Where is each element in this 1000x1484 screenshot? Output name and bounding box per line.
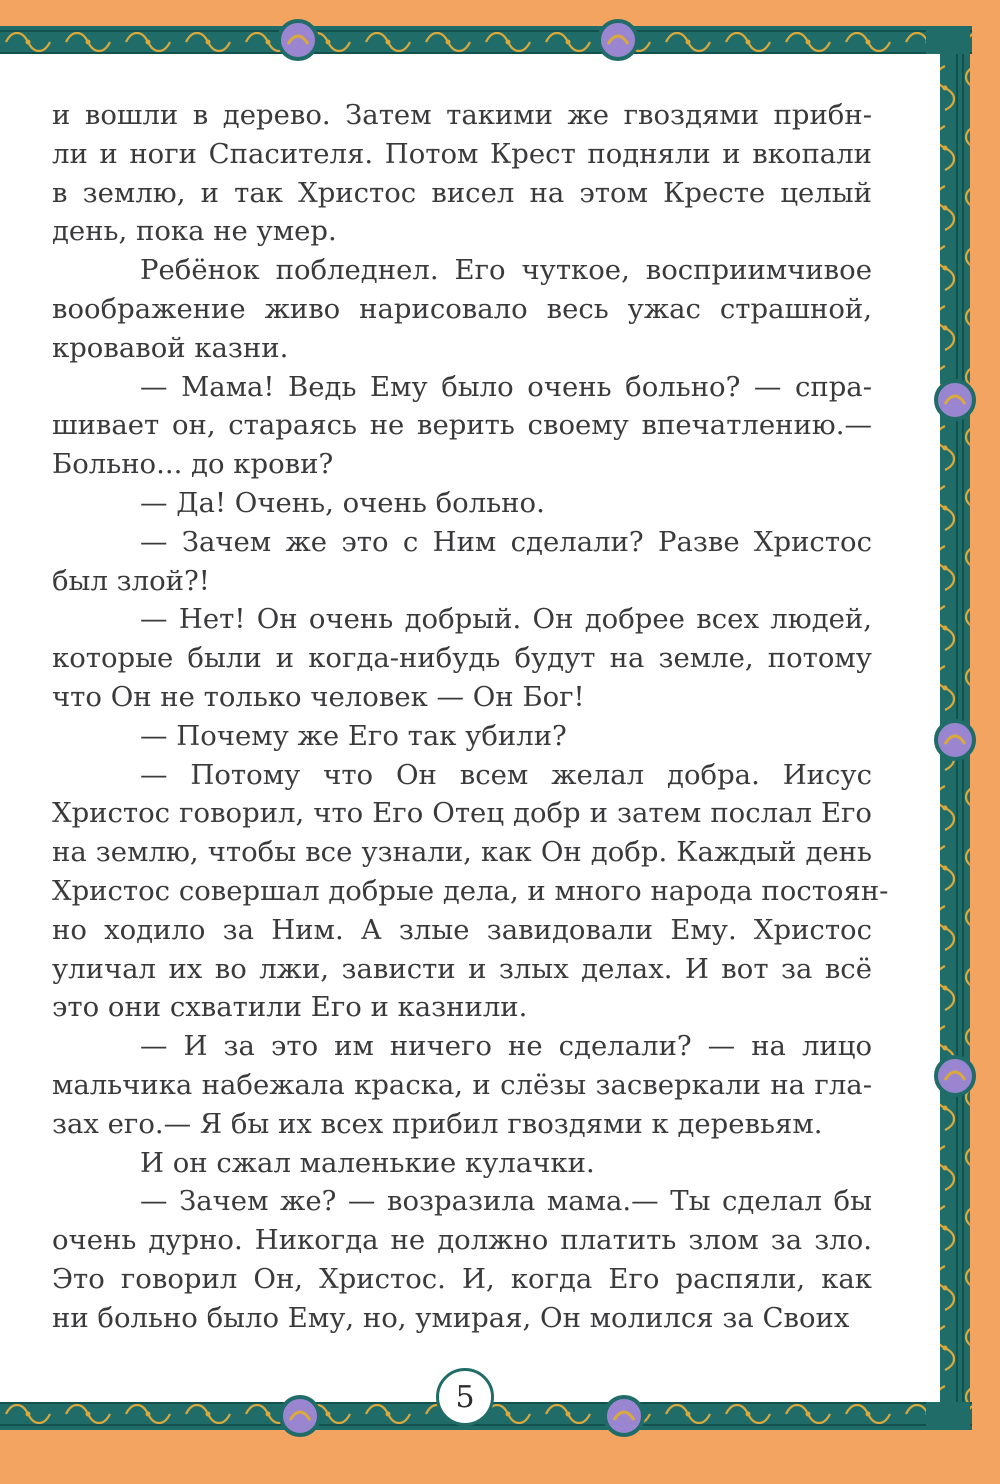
text-line: — Зачем же это с Ним сделали? Разве Христос (140, 525, 872, 558)
text-line: — Зачем же? — возразила мама.— Ты сделал бы (140, 1185, 872, 1218)
medallion-right-2 (936, 721, 974, 759)
paragraph (52, 1144, 872, 1183)
paragraph (52, 96, 872, 251)
text-line: очень дурно. Никогда не должно платить злом за зло. (52, 1224, 872, 1257)
text-line: Христос говорил, что Его Отец добр и затем послал Его (52, 797, 872, 830)
medallion-right-1 (936, 381, 974, 419)
medallion-top-1 (279, 21, 317, 59)
medallion-top-2 (599, 21, 637, 59)
text-line: но ходило за Ним. А злые завидовали Ему. Христос (52, 913, 872, 946)
paragraph (52, 756, 889, 1028)
story-text (52, 96, 889, 1338)
text-line: которые были и когда-нибудь будут на земле, потому (52, 642, 872, 675)
paragraph (52, 251, 872, 367)
text-line: кровавой казни. (52, 331, 289, 364)
text-line: уличал их во лжи, зависти и злых делах. И вот за всё (52, 952, 872, 985)
text-line: день, пока не умер. (52, 215, 337, 248)
top-border-band (0, 26, 972, 54)
text-line: Христос совершал добрые дела, и много народа постоян- (52, 874, 889, 907)
paragraph (52, 484, 872, 523)
text-line: Больно... до крови? (52, 448, 334, 481)
text-line: — Нет! Он очень добрый. Он добрее всех людей, (140, 603, 872, 636)
medallion-right-3 (936, 1057, 974, 1095)
text-line: зах его.— Я бы их всех прибил гвоздями к деревьям. (52, 1107, 823, 1140)
text-line: это они схватили Его и казнили. (52, 991, 528, 1024)
text-line: был злой?! (52, 564, 210, 597)
text-line: И он сжал маленькие кулачки. (140, 1146, 595, 1179)
page-number: 5 (436, 1368, 494, 1426)
text-line: ни больно было Ему, но, умирая, Он молился за Своих (52, 1301, 850, 1334)
text-line: воображение живо нарисовало весь ужас страшной, (52, 292, 872, 325)
text-line: — Почему же Его так убили? (140, 719, 567, 752)
text-line: шивает он, стараясь не верить своему впечатлению.— (52, 409, 872, 442)
paragraph (52, 1182, 872, 1337)
text-line: — Да! Очень, очень больно. (140, 486, 545, 519)
text-line: — И за это им ничего не сделали? — на лицо (140, 1030, 872, 1063)
text-line: и вошли в дерево. Затем такими же гвоздями прибн- (52, 99, 872, 131)
medallion-bottom-1 (281, 1397, 319, 1435)
text-line: Это говорил Он, Христос. И, когда Его распяли, как (52, 1262, 872, 1295)
paragraph (52, 523, 872, 601)
paragraph (52, 600, 872, 716)
text-line: ли и ноги Спасителя. Потом Крест подняли и вкопали (52, 137, 872, 170)
text-line: мальчика набежала краска, и слёзы засверкали на гла- (52, 1068, 872, 1101)
text-line: что Он не только человек — Он Бог! (52, 680, 585, 713)
text-line: в землю, и так Христос висел на этом Кресте целый (52, 176, 872, 209)
text-line: — Мама! Ведь Ему было очень больно? — спра- (140, 370, 872, 403)
paragraph (52, 1027, 872, 1143)
text-line: Ребёнок побледнел. Его чуткое, восприимчивое (140, 254, 872, 287)
text-line: на землю, чтобы все узнали, как Он добр. Каждый день (52, 836, 872, 869)
paragraph (52, 368, 872, 484)
paragraph (52, 717, 872, 756)
medallion-bottom-2 (605, 1397, 643, 1435)
text-line: — Потому что Он всем желал добра. Иисус (140, 758, 872, 791)
